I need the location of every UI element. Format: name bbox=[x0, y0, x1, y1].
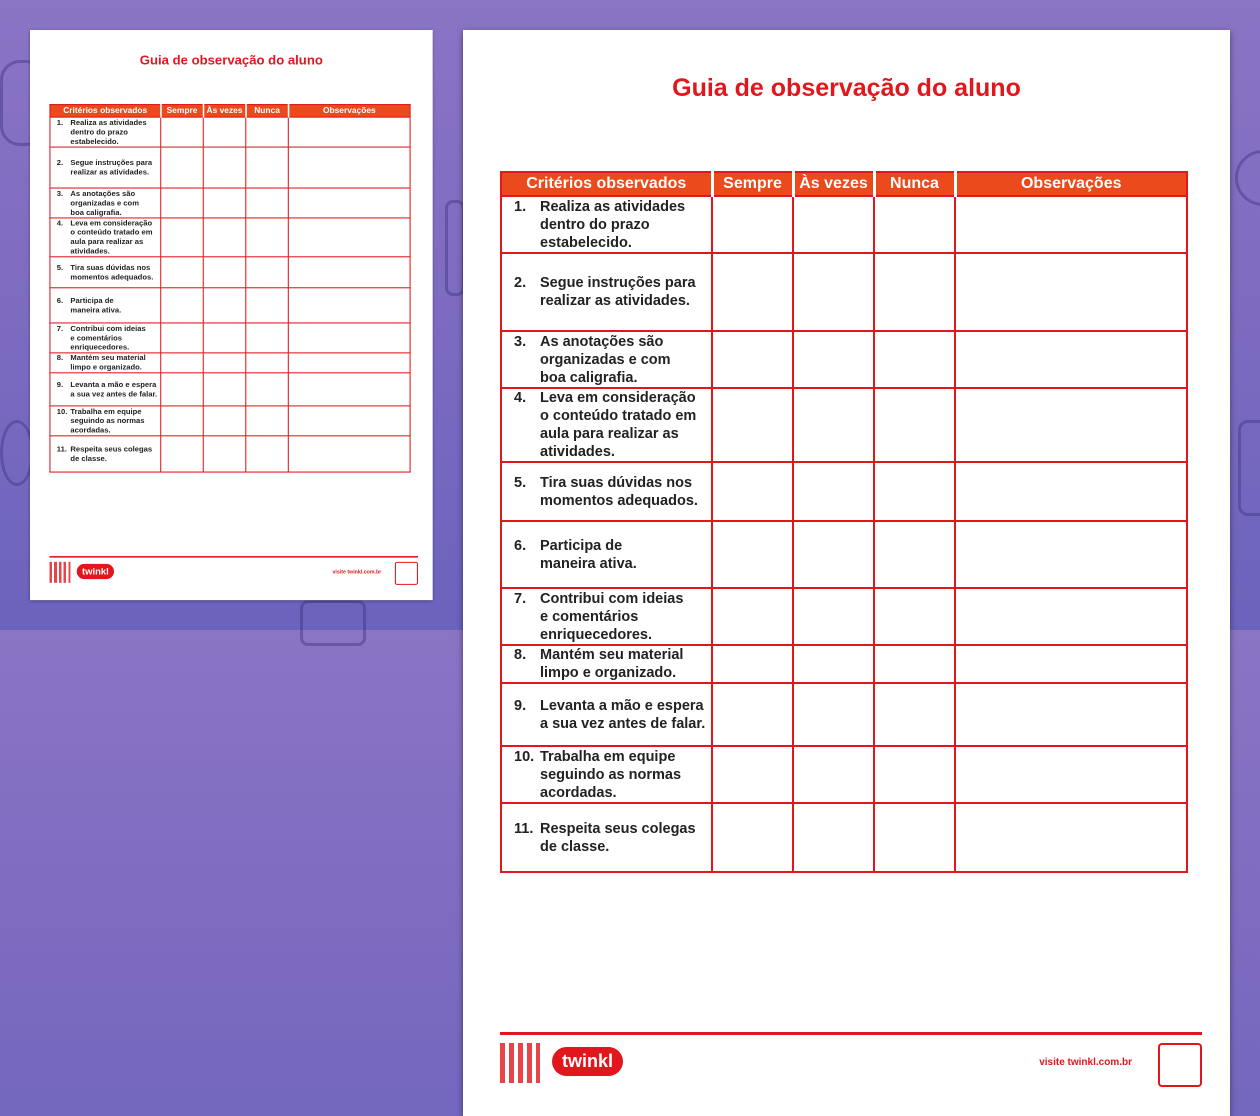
ruler-doodle bbox=[445, 200, 465, 296]
table-row bbox=[501, 521, 1187, 588]
footer bbox=[500, 1032, 1202, 1085]
as-vezes-cell[interactable] bbox=[203, 436, 246, 472]
footer bbox=[49, 556, 418, 584]
criterion-cell bbox=[50, 147, 161, 188]
sempre-cell[interactable] bbox=[712, 253, 793, 331]
nunca-cell[interactable] bbox=[874, 521, 955, 588]
observacoes-cell[interactable] bbox=[955, 521, 1187, 588]
criterion-text: Trabalha em equipe seguindo as normas acordadas. bbox=[540, 748, 682, 801]
nunca-cell[interactable] bbox=[246, 288, 289, 323]
column-header: Sempre bbox=[161, 105, 204, 118]
sempre-cell[interactable] bbox=[712, 196, 793, 253]
sempre-cell[interactable] bbox=[161, 147, 204, 188]
sempre-cell[interactable] bbox=[712, 746, 793, 803]
criterion-text: Realiza as atividades dentro do prazo estabelecido. bbox=[540, 198, 686, 251]
nunca-cell[interactable] bbox=[246, 436, 289, 472]
criterion-text: Contribui com ideias e comentários enriquecedores. bbox=[70, 324, 146, 352]
criterion-text: Mantém seu material limpo e organizado. bbox=[70, 353, 146, 372]
as-vezes-cell[interactable] bbox=[793, 462, 874, 521]
criterion-number: 5. bbox=[514, 474, 527, 491]
observacoes-cell[interactable] bbox=[955, 196, 1187, 253]
sempre-cell[interactable] bbox=[161, 353, 204, 373]
nunca-cell[interactable] bbox=[246, 117, 289, 147]
criterion-number: 1. bbox=[514, 198, 527, 215]
badge-icon bbox=[1158, 1043, 1202, 1087]
observacoes-cell[interactable] bbox=[955, 588, 1187, 645]
criterion-cell bbox=[50, 218, 161, 257]
table-row bbox=[50, 353, 410, 373]
criterion-cell bbox=[50, 406, 161, 436]
criterion-number: 6. bbox=[56, 296, 64, 305]
table-row bbox=[50, 257, 410, 288]
footer-url[interactable]: visite twinkl.com.br bbox=[1039, 1057, 1132, 1068]
table-row bbox=[501, 683, 1187, 746]
criterion-text: Participa de maneira ativa. bbox=[70, 296, 122, 315]
sempre-cell[interactable] bbox=[712, 645, 793, 683]
criterion-text: Tira suas dúvidas nos momentos adequados. bbox=[540, 474, 698, 509]
criterion-cell bbox=[501, 521, 712, 588]
twinkl-logo: twinkl bbox=[552, 1047, 623, 1076]
criterion-cell bbox=[50, 117, 161, 147]
sempre-cell[interactable] bbox=[161, 406, 204, 436]
nunca-cell[interactable] bbox=[246, 373, 289, 406]
sempre-cell[interactable] bbox=[712, 388, 793, 462]
sempre-cell[interactable] bbox=[161, 288, 204, 323]
criterion-cell bbox=[501, 331, 712, 388]
criterion-number: 3. bbox=[514, 333, 527, 350]
footer-url[interactable]: visite twinkl.com.br bbox=[332, 569, 382, 575]
criterion-text: Mantém seu material limpo e organizado. bbox=[540, 647, 684, 681]
nunca-cell[interactable] bbox=[874, 196, 955, 253]
criterion-cell bbox=[50, 288, 161, 323]
column-header: Observações bbox=[955, 172, 1187, 196]
table-row bbox=[501, 462, 1187, 521]
criterion-text: Tira suas dúvidas nos momentos adequados. bbox=[70, 263, 154, 282]
column-header: Critérios observados bbox=[50, 105, 161, 118]
table-row bbox=[501, 196, 1187, 253]
sempre-cell[interactable] bbox=[712, 683, 793, 746]
badge-icon bbox=[395, 562, 418, 585]
criterion-number: 11. bbox=[514, 820, 534, 837]
criterion-cell bbox=[501, 683, 712, 746]
table-row bbox=[501, 803, 1187, 872]
as-vezes-cell[interactable] bbox=[203, 218, 246, 257]
criterion-text: Participa de maneira ativa. bbox=[540, 537, 637, 572]
column-header: Observações bbox=[288, 105, 410, 118]
criterion-text: As anotações são organizadas e com boa caligrafia. bbox=[540, 333, 671, 386]
nunca-cell[interactable] bbox=[874, 683, 955, 746]
as-vezes-cell[interactable] bbox=[203, 147, 246, 188]
observacoes-cell[interactable] bbox=[288, 436, 410, 472]
nunca-cell[interactable] bbox=[246, 218, 289, 257]
criterion-text: As anotações são organizadas e com boa caligrafia. bbox=[70, 189, 139, 217]
observacoes-cell[interactable] bbox=[955, 803, 1187, 872]
sempre-cell[interactable] bbox=[161, 436, 204, 472]
page-preview bbox=[463, 30, 1230, 1116]
as-vezes-cell[interactable] bbox=[203, 288, 246, 323]
table-row bbox=[50, 373, 410, 406]
sempre-cell[interactable] bbox=[161, 188, 204, 218]
criterion-number: 11. bbox=[56, 445, 67, 454]
as-vezes-cell[interactable] bbox=[793, 196, 874, 253]
criterion-text: Segue instruções para realizar as atividades. bbox=[70, 158, 153, 177]
document-title: Guia de observação do aluno bbox=[139, 53, 323, 68]
criterion-text: Segue instruções para realizar as atividades. bbox=[540, 275, 696, 309]
table-row bbox=[50, 188, 410, 218]
observacoes-cell[interactable] bbox=[288, 373, 410, 406]
as-vezes-cell[interactable] bbox=[793, 331, 874, 388]
criterion-text: Realiza as atividades dentro do prazo estabelecido. bbox=[70, 118, 147, 146]
nunca-cell[interactable] bbox=[246, 323, 289, 353]
as-vezes-cell[interactable] bbox=[793, 803, 874, 872]
criterion-text: Levanta a mão e espera a sua vez antes de falar. bbox=[540, 697, 706, 732]
book-doodle bbox=[1238, 420, 1260, 516]
document-title: Guia de observação do aluno bbox=[672, 74, 1021, 102]
criterion-text: Levanta a mão e espera a sua vez antes de falar. bbox=[70, 380, 158, 399]
nunca-cell[interactable] bbox=[874, 588, 955, 645]
observacoes-cell[interactable] bbox=[955, 253, 1187, 331]
sempre-cell[interactable] bbox=[712, 521, 793, 588]
criterion-number: 6. bbox=[514, 537, 527, 554]
as-vezes-cell[interactable] bbox=[793, 746, 874, 803]
criterion-cell bbox=[50, 373, 161, 406]
nunca-cell[interactable] bbox=[874, 253, 955, 331]
as-vezes-cell[interactable] bbox=[203, 117, 246, 147]
criterion-cell bbox=[50, 257, 161, 288]
twinkl-logo: twinkl bbox=[77, 564, 114, 579]
observacoes-cell[interactable] bbox=[288, 353, 410, 373]
criterion-number: 10. bbox=[56, 407, 68, 416]
qr-code bbox=[49, 562, 70, 583]
as-vezes-cell[interactable] bbox=[793, 588, 874, 645]
circle-doodle bbox=[1235, 150, 1260, 206]
nunca-cell[interactable] bbox=[246, 257, 289, 288]
as-vezes-cell[interactable] bbox=[203, 257, 246, 288]
page-thumbnail bbox=[30, 30, 433, 600]
criterion-cell bbox=[501, 803, 712, 872]
table-row bbox=[501, 253, 1187, 331]
criterion-cell bbox=[501, 462, 712, 521]
observation-table bbox=[500, 171, 1188, 873]
observacoes-cell[interactable] bbox=[955, 645, 1187, 683]
criterion-number: 7. bbox=[514, 590, 527, 607]
nunca-cell[interactable] bbox=[874, 645, 955, 683]
observacoes-cell[interactable] bbox=[288, 323, 410, 353]
criterion-cell bbox=[501, 388, 712, 462]
sempre-cell[interactable] bbox=[161, 323, 204, 353]
criterion-number: 4. bbox=[56, 218, 64, 228]
as-vezes-cell[interactable] bbox=[203, 188, 246, 218]
nunca-cell[interactable] bbox=[874, 746, 955, 803]
criterion-number: 5. bbox=[56, 263, 64, 272]
table-row bbox=[50, 288, 410, 323]
observacoes-cell[interactable] bbox=[955, 388, 1187, 462]
observacoes-cell[interactable] bbox=[288, 147, 410, 188]
qr-code bbox=[500, 1043, 540, 1083]
sempre-cell[interactable] bbox=[161, 373, 204, 406]
table-row bbox=[501, 588, 1187, 645]
nunca-cell[interactable] bbox=[246, 406, 289, 436]
criterion-text: Leva em consideração o conteúdo tratado em aula para realizar as atividades. bbox=[540, 390, 697, 460]
table-row bbox=[50, 218, 410, 257]
criterion-cell bbox=[501, 588, 712, 645]
nunca-cell[interactable] bbox=[874, 388, 955, 462]
sempre-cell[interactable] bbox=[161, 117, 204, 147]
as-vezes-cell[interactable] bbox=[793, 521, 874, 588]
nunca-cell[interactable] bbox=[874, 803, 955, 872]
nunca-cell[interactable] bbox=[874, 331, 955, 388]
observacoes-cell[interactable] bbox=[955, 683, 1187, 746]
as-vezes-cell[interactable] bbox=[203, 323, 246, 353]
nunca-cell[interactable] bbox=[246, 353, 289, 373]
criterion-number: 9. bbox=[514, 697, 527, 714]
observacoes-cell[interactable] bbox=[288, 188, 410, 218]
criterion-cell bbox=[50, 188, 161, 218]
observacoes-cell[interactable] bbox=[288, 257, 410, 288]
observacoes-cell[interactable] bbox=[955, 746, 1187, 803]
sempre-cell[interactable] bbox=[712, 331, 793, 388]
observacoes-cell[interactable] bbox=[288, 406, 410, 436]
criterion-cell bbox=[50, 353, 161, 373]
as-vezes-cell[interactable] bbox=[203, 373, 246, 406]
criterion-number: 4. bbox=[514, 390, 527, 406]
as-vezes-cell[interactable] bbox=[793, 253, 874, 331]
criterion-cell bbox=[50, 323, 161, 353]
criterion-text: Respeita seus colegas de classe. bbox=[540, 820, 696, 855]
laptop-doodle bbox=[300, 600, 366, 646]
observacoes-cell[interactable] bbox=[288, 117, 410, 147]
sempre-cell[interactable] bbox=[161, 218, 204, 257]
observacoes-cell[interactable] bbox=[288, 218, 410, 257]
as-vezes-cell[interactable] bbox=[793, 645, 874, 683]
table-row bbox=[501, 645, 1187, 683]
column-header: Às vezes bbox=[203, 105, 246, 118]
criterion-number: 10. bbox=[514, 748, 535, 765]
table-row bbox=[50, 147, 410, 188]
criterion-number: 9. bbox=[56, 380, 64, 389]
nunca-cell[interactable] bbox=[246, 147, 289, 188]
observacoes-cell[interactable] bbox=[288, 288, 410, 323]
criterion-cell bbox=[501, 196, 712, 253]
criterion-cell bbox=[501, 253, 712, 331]
table-row bbox=[501, 388, 1187, 462]
observation-table bbox=[49, 104, 410, 473]
criterion-number: 8. bbox=[514, 647, 527, 663]
column-header: Às vezes bbox=[793, 172, 874, 196]
criterion-cell bbox=[501, 746, 712, 803]
table-row bbox=[501, 331, 1187, 388]
table-header-row bbox=[50, 105, 410, 118]
criterion-text: Contribui com ideias e comentários enriquecedores. bbox=[540, 590, 684, 643]
criterion-number: 8. bbox=[56, 353, 64, 363]
sempre-cell[interactable] bbox=[712, 462, 793, 521]
column-header: Nunca bbox=[246, 105, 289, 118]
criterion-number: 1. bbox=[56, 118, 64, 127]
column-header: Critérios observados bbox=[501, 172, 712, 196]
table-row bbox=[50, 117, 410, 147]
as-vezes-cell[interactable] bbox=[793, 388, 874, 462]
criterion-number: 2. bbox=[56, 158, 64, 168]
observacoes-cell[interactable] bbox=[955, 331, 1187, 388]
as-vezes-cell[interactable] bbox=[793, 683, 874, 746]
column-header: Sempre bbox=[712, 172, 793, 196]
table-header-row bbox=[501, 172, 1187, 196]
sempre-cell[interactable] bbox=[712, 803, 793, 872]
as-vezes-cell[interactable] bbox=[203, 353, 246, 373]
nunca-cell[interactable] bbox=[874, 462, 955, 521]
criterion-number: 2. bbox=[514, 275, 527, 291]
criterion-number: 3. bbox=[56, 189, 64, 198]
table-row bbox=[50, 406, 410, 436]
criterion-cell bbox=[50, 436, 161, 472]
criterion-text: Respeita seus colegas de classe. bbox=[70, 445, 153, 463]
bulb-doodle bbox=[0, 420, 34, 486]
column-header: Nunca bbox=[874, 172, 955, 196]
observacoes-cell[interactable] bbox=[955, 462, 1187, 521]
table-row bbox=[50, 436, 410, 472]
criterion-number: 7. bbox=[56, 324, 64, 333]
sempre-cell[interactable] bbox=[161, 257, 204, 288]
criterion-text: Leva em consideração o conteúdo tratado em aula para realizar as atividades. bbox=[70, 218, 153, 256]
criterion-cell bbox=[501, 645, 712, 683]
table-row bbox=[50, 323, 410, 353]
sempre-cell[interactable] bbox=[712, 588, 793, 645]
nunca-cell[interactable] bbox=[246, 188, 289, 218]
as-vezes-cell[interactable] bbox=[203, 406, 246, 436]
criterion-text: Trabalha em equipe seguindo as normas acordadas. bbox=[70, 407, 145, 435]
table-row bbox=[501, 746, 1187, 803]
